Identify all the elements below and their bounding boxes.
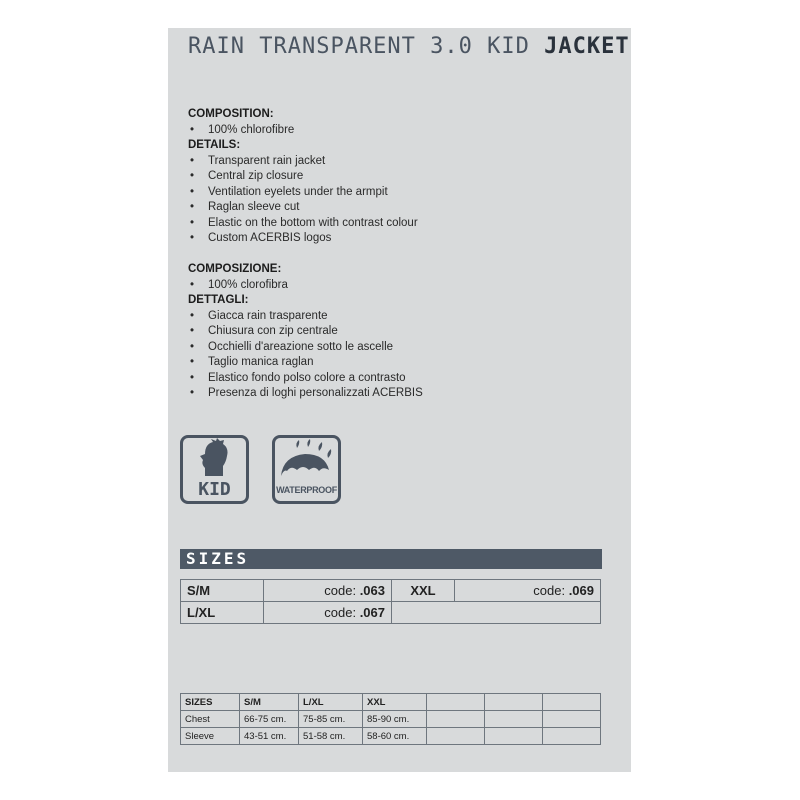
list-item: • Central zip closure <box>188 169 608 185</box>
list-item: • Custom ACERBIS logos <box>188 231 608 247</box>
table-cell: 66-75 cm. <box>240 711 299 728</box>
table-row <box>181 580 601 602</box>
table-header-cell <box>485 694 543 711</box>
table-cell: 58-60 cm. <box>363 728 427 745</box>
table-header-cell <box>543 694 601 711</box>
product-sheet <box>168 28 631 772</box>
product-title <box>188 34 630 59</box>
dettagli-heading: DETTAGLI: <box>188 294 249 306</box>
product-title-type: JACKET <box>544 34 630 59</box>
list-item: • Elastico fondo polso colore a contrasto <box>188 371 608 387</box>
details-heading: DETAILS: <box>188 139 241 151</box>
child-head-icon <box>183 438 246 478</box>
code-value: .069 <box>568 583 594 598</box>
kid-badge <box>180 435 249 504</box>
kid-label: KID <box>198 479 231 500</box>
waterproof-badge <box>272 435 341 504</box>
waterproof-label: WATERPROOF <box>276 485 337 495</box>
table-cell: Chest <box>181 711 240 728</box>
list-item: • Transparent rain jacket <box>188 154 608 170</box>
code-cell <box>455 580 601 602</box>
table-header-cell: SIZES <box>181 694 240 711</box>
size-codes-table <box>180 579 601 624</box>
code-value: .063 <box>359 583 385 598</box>
list-item: • Raglan sleeve cut <box>188 200 608 216</box>
list-item: • 100% chlorofibre <box>188 123 608 139</box>
english-description <box>188 107 608 247</box>
composizione-list <box>188 278 608 294</box>
list-item: • Ventilation eyelets under the armpit <box>188 185 608 201</box>
table-cell <box>485 711 543 728</box>
list-item: • Giacca rain trasparente <box>188 309 608 325</box>
code-value: .067 <box>359 605 385 620</box>
list-item: • Occhielli d'areazione sotto le ascelle <box>188 340 608 356</box>
table-header-cell <box>427 694 485 711</box>
italian-description <box>188 262 608 402</box>
code-cell <box>264 580 392 602</box>
code-cell <box>264 602 392 624</box>
table-row <box>181 711 601 728</box>
table-cell: 51-58 cm. <box>299 728 363 745</box>
list-item: • 100% clorofibra <box>188 278 608 294</box>
table-cell <box>485 728 543 745</box>
table-cell: 75-85 cm. <box>299 711 363 728</box>
composition-list <box>188 123 608 139</box>
list-item: • Chiusura con zip centrale <box>188 324 608 340</box>
table-cell: 85-90 cm. <box>363 711 427 728</box>
list-item: • Taglio manica raglan <box>188 355 608 371</box>
product-title-name: RAIN TRANSPARENT 3.0 KID <box>188 34 545 59</box>
empty-cell <box>392 602 601 624</box>
table-header-cell: XXL <box>363 694 427 711</box>
code-prefix: code: <box>324 605 357 620</box>
measurements-table <box>180 693 601 745</box>
table-cell: Sleeve <box>181 728 240 745</box>
table-header-cell: S/M <box>240 694 299 711</box>
table-cell <box>427 711 485 728</box>
table-cell <box>543 728 601 745</box>
table-header-cell: L/XL <box>299 694 363 711</box>
table-header-row <box>181 694 601 711</box>
code-prefix: code: <box>324 583 357 598</box>
table-row <box>181 602 601 624</box>
composizione-heading: COMPOSIZIONE: <box>188 263 282 275</box>
table-cell <box>427 728 485 745</box>
size-cell: S/M <box>181 580 264 602</box>
size-cell: L/XL <box>181 602 264 624</box>
composition-heading: COMPOSITION: <box>188 108 274 120</box>
umbrella-rain-icon <box>275 438 338 482</box>
details-list <box>188 154 608 247</box>
table-cell <box>543 711 601 728</box>
sizes-heading: SIZES <box>180 549 602 569</box>
list-item: • Elastic on the bottom with contrast colour <box>188 216 608 232</box>
dettagli-list <box>188 309 608 402</box>
table-cell: 43-51 cm. <box>240 728 299 745</box>
list-item: • Presenza di loghi personalizzati ACERBIS <box>188 386 608 402</box>
table-row <box>181 728 601 745</box>
size-cell: XXL <box>392 580 455 602</box>
code-prefix: code: <box>533 583 566 598</box>
